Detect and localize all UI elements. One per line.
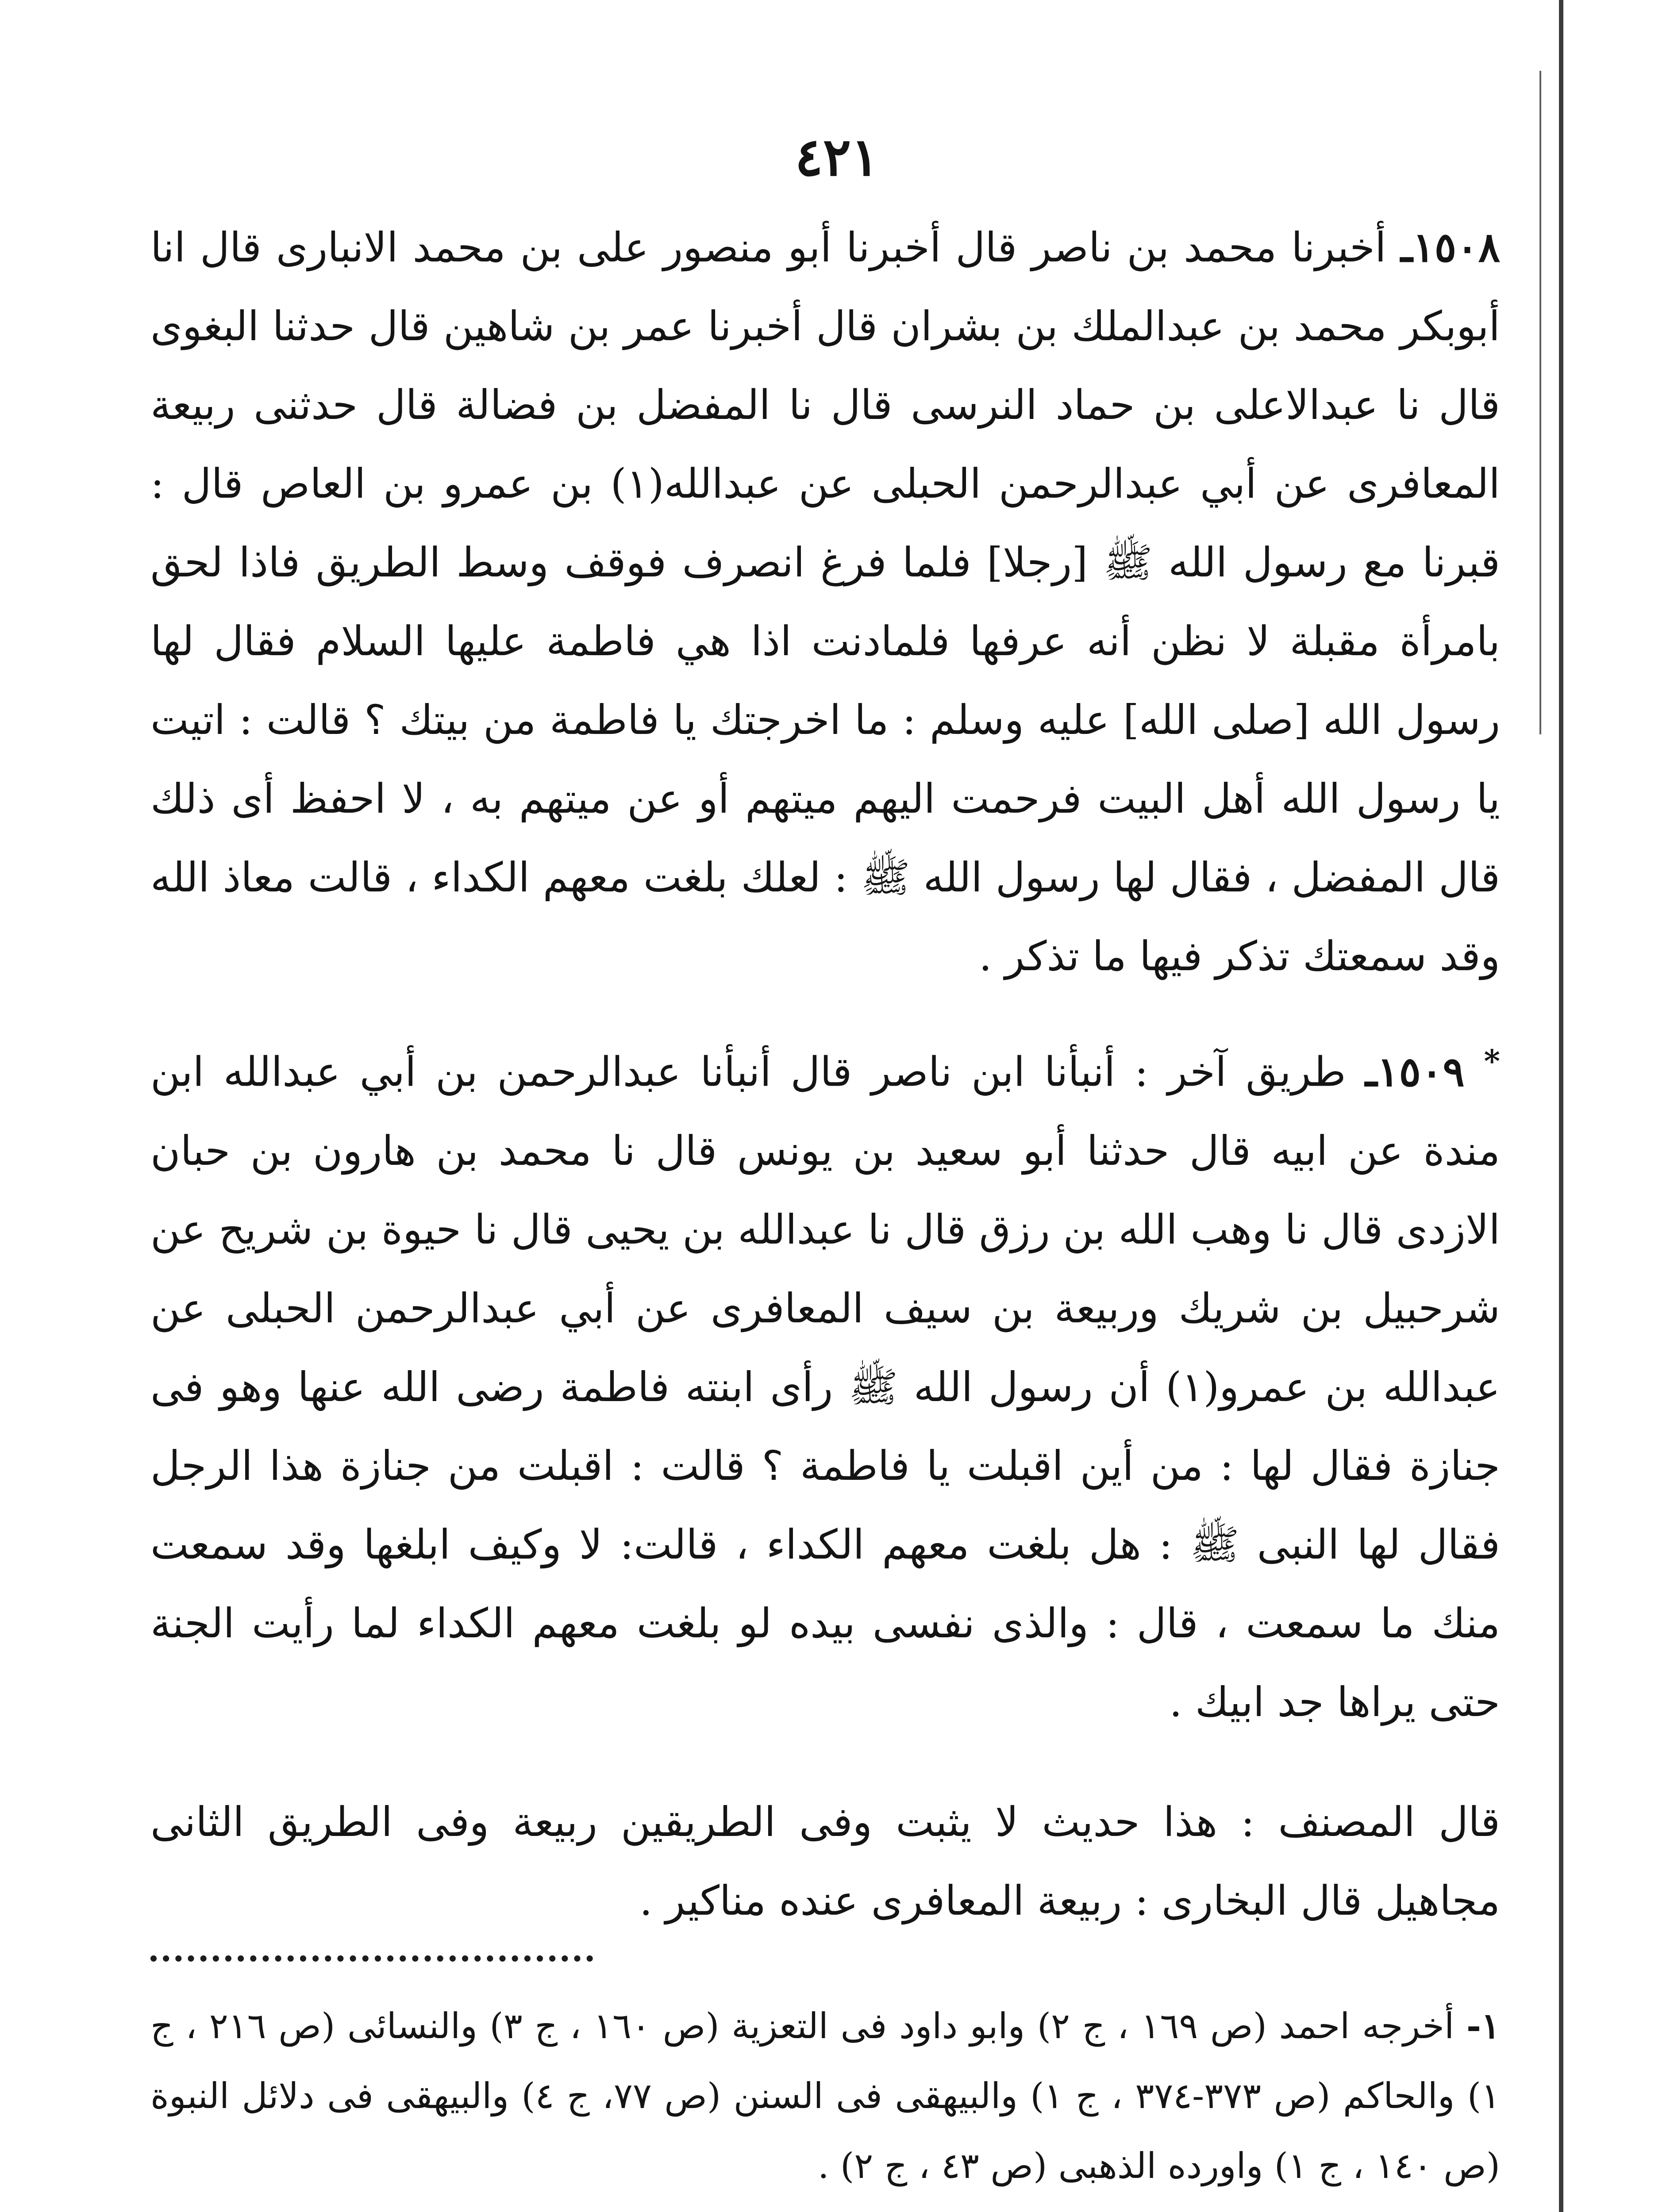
footnote <box>150 1991 1500 2201</box>
hadith-paragraph <box>150 208 1500 996</box>
page-number: ٤٢١ <box>795 126 879 188</box>
author-remark <box>150 1783 1500 1940</box>
hadith-paragraph <box>150 1022 1500 1742</box>
hadith-number: ١٥٠٩ـ <box>1365 1048 1465 1096</box>
author-remark-text: قال المصنف : هذا حديث لا يثبت وفى الطريقين ربيعة وفى الطريق الثانى مجاهيل قال البخارى : ربيعة المعافرى عنده مناكير . <box>150 1798 1500 1924</box>
hadith-number: ١٥٠٨ـ <box>1401 223 1501 271</box>
footnotes <box>150 1991 1500 2201</box>
hadith-text: طريق آخر : أنبأنا ابن ناصر قال أنبأنا عبدالرحمن بن أبي عبدالله ابن مندة عن ابيه قال حدثنا أبو سعيد بن يونس قال نا محمد بن هارون بن حبان الازدى قال نا وهب الله بن رزق قال نا عبدالله بن يحيى قال نا حيوة بن شريح عن شرحبيل بن شريك وربيعة بن سيف المعافرى عن أبي عبدالرحمن الحبلى عن عبدالله بن عمرو(١) أن رسول الله ﷺ رأى ابنته فاطمة رضى الله عنها وهو فى جنازة فقال لها : من أين اقبلت يا فاطمة ؟ قالت : اقبلت من جنازة هذا الرجل فقال لها النبى ﷺ : هل بلغت معهم الكداء ، قالت: لا وكيف ابلغها وقد سمعت منك ما سمعت ، قال : والذى نفسى بيده لو بلغت معهم الكداء لما رأيت الجنة حتى يراها جد ابيك . <box>150 1048 1500 1726</box>
footnote-text: أخرجه احمد (ص ١٦٩ ، ج ٢) وابو داود فى التعزية (ص ١٦٠ ، ج ٣) والنسائى (ص ٢١٦ ، ج ١) والحاكم (ص ٣٧٣-٣٧٤ ، ج ١) والبيهقى فى السنن (ص ٧٧، ج ٤) والبيهقى فى دلائل النبوة (ص ١٤٠ ، ج ١) واورده الذهبى (ص ٤٣ ، ج ٢) . <box>150 2005 1501 2186</box>
binding-edge <box>1559 0 1563 2212</box>
footnote-separator <box>150 1955 593 1962</box>
hadith-text: أخبرنا محمد بن ناصر قال أخبرنا أبو منصور على بن محمد الانبارى قال انا أبوبكر محمد بن عبدالملك بن بشران قال أخبرنا عمر بن شاهين قال حدثنا البغوى قال نا عبدالاعلى بن حماد النرسى قال نا المفضل بن فضالة قال حدثنى ربيعة المعافرى عن أبي عبدالرحمن الحبلى عن عبدالله(١) بن عمرو بن العاص قال : قبرنا مع رسول الله ﷺ [رجلا] فلما فرغ انصرف فوقف وسط الطريق فاذا لحق بامرأة مقبلة لا نظن أنه عرفها فلمادنت اذا هي فاطمة عليها السلام فقال لها رسول الله [صلى الله] عليه وسلم : ما اخرجتك يا فاطمة من بيتك ؟ قالت : اتيت يا رسول الله أهل البيت فرحمت اليهم ميتهم أو عن ميتهم به ، لا احفظ أى ذلك قال المفضل ، فقال لها رسول الله ﷺ : لعلك بلغت معهم الكداء ، قالت معاذ الله وقد سمعتك تذكر فيها ما تذكر . <box>150 224 1500 980</box>
footnote-number: ١- <box>1466 2005 1501 2047</box>
hadith-marker: * <box>1484 1043 1500 1079</box>
